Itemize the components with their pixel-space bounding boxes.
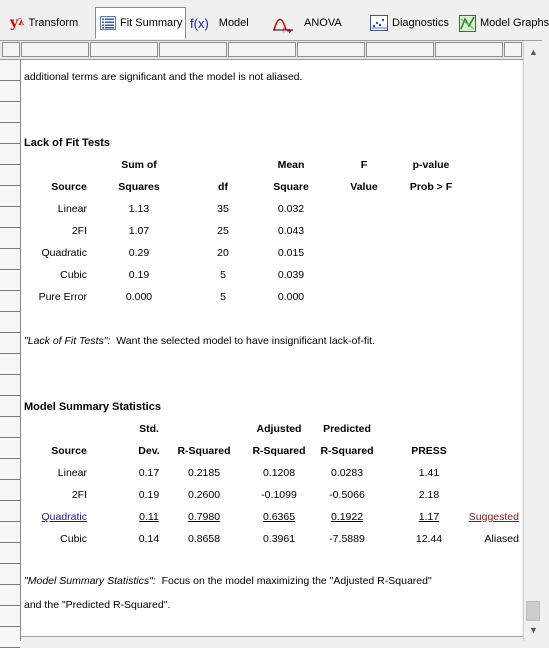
- lof-value-cell: 0.29: [128, 247, 150, 259]
- ms-value-cell: 2.18: [418, 489, 440, 501]
- ms-value-cell: -7.5889: [329, 533, 365, 545]
- lof-value-cell: 5: [220, 291, 226, 303]
- ms-header: R-Squared: [177, 445, 231, 457]
- lack-of-fit-note: "Lack of Fit Tests": Want the selected model to have insignificant lack-of-fit.: [24, 335, 376, 347]
- row-header[interactable]: [0, 165, 20, 186]
- column-header-strip: [0, 41, 542, 60]
- ms-value-cell: 0.3961: [262, 533, 296, 545]
- ms-value-cell: -0.5066: [329, 489, 365, 501]
- column-header[interactable]: [159, 42, 227, 57]
- tab-label: Diagnostics: [392, 17, 449, 29]
- tab-model-graphs[interactable]: [455, 9, 549, 37]
- lof-value-cell: 35: [217, 203, 229, 215]
- ms-value-cell: 0.1922: [330, 511, 364, 523]
- tab-diagnostics[interactable]: [366, 9, 453, 37]
- ms-value-cell: 0.6365: [262, 511, 296, 523]
- lof-header: Squares: [118, 181, 160, 193]
- column-header[interactable]: [297, 42, 365, 57]
- fit-summary-report: [21, 60, 522, 636]
- ms-header: Source: [51, 445, 87, 457]
- row-header[interactable]: [0, 543, 20, 564]
- scroll-down-icon[interactable]: ▼: [529, 624, 538, 635]
- row-header[interactable]: [0, 312, 20, 333]
- column-header[interactable]: [90, 42, 158, 57]
- row-header[interactable]: [0, 81, 20, 102]
- ms-source-cell: Cubic: [60, 533, 87, 545]
- anova-icon: [272, 13, 294, 33]
- ms-header: Predicted: [323, 423, 371, 435]
- ms-value-cell: 0.8658: [187, 533, 221, 545]
- lof-value-cell: 0.015: [277, 247, 305, 259]
- model-graph-icon: [459, 15, 476, 32]
- tab-label: Transform: [28, 17, 79, 29]
- lof-value-cell: 25: [217, 225, 229, 237]
- y-lambda-icon: y λ: [10, 15, 25, 31]
- lof-header: df: [218, 181, 228, 193]
- svg-text:F: F: [283, 28, 287, 35]
- row-header[interactable]: [0, 606, 20, 627]
- row-header[interactable]: [0, 459, 20, 480]
- row-header[interactable]: [0, 396, 20, 417]
- ms-value-cell: 1.17: [418, 511, 440, 523]
- row-header[interactable]: [0, 102, 20, 123]
- lack-of-fit-title: Lack of Fit Tests: [24, 137, 110, 149]
- row-gutter: [0, 60, 21, 641]
- row-header[interactable]: [0, 60, 20, 81]
- row-header[interactable]: [0, 186, 20, 207]
- row-header[interactable]: [0, 585, 20, 606]
- tab-anova[interactable]: [268, 9, 346, 37]
- row-header[interactable]: [0, 123, 20, 144]
- ms-status-cell: Suggested: [468, 511, 519, 523]
- lof-source-cell: Linear: [57, 203, 87, 215]
- lof-header: Mean: [277, 159, 305, 171]
- lof-value-cell: 0.000: [277, 291, 305, 303]
- ms-value-cell: 0.1208: [262, 467, 296, 479]
- ms-header: Dev.: [138, 445, 160, 457]
- tab-model[interactable]: [186, 9, 253, 37]
- ms-value-cell: 0.11: [139, 511, 159, 523]
- lof-source-cell: 2FI: [71, 225, 87, 237]
- fx-icon: f(x): [190, 15, 209, 31]
- lof-header: Prob > F: [409, 181, 453, 193]
- list-icon: [100, 16, 116, 30]
- row-header[interactable]: [0, 522, 20, 543]
- intro-text: additional terms are significant and the model is not aliased.: [24, 71, 303, 83]
- row-header[interactable]: [0, 501, 20, 522]
- column-header[interactable]: [366, 42, 434, 57]
- ms-header: Adjusted: [256, 423, 302, 435]
- scrollbar-thumb[interactable]: [526, 601, 540, 621]
- ms-value-cell: 12.44: [415, 533, 443, 545]
- tab-bar: [0, 0, 549, 41]
- ms-status-cell: Aliased: [484, 533, 519, 545]
- row-header[interactable]: [0, 564, 20, 585]
- ms-value-cell: 0.19: [138, 489, 160, 501]
- lof-value-cell: 0.19: [128, 269, 150, 281]
- ms-value-cell: 0.17: [138, 467, 160, 479]
- ms-value-cell: 0.2185: [187, 467, 221, 479]
- lof-value-cell: 1.13: [128, 203, 150, 215]
- lof-value-cell: 5: [220, 269, 226, 281]
- model-summary-note-2: and the "Predicted R-Squared".: [24, 599, 171, 611]
- column-header-corner[interactable]: [2, 42, 20, 57]
- ms-header: PRESS: [411, 445, 447, 457]
- lof-value-cell: 1.07: [128, 225, 150, 237]
- tab-label: ANOVA: [304, 17, 342, 29]
- ms-source-cell: 2FI: [71, 489, 87, 501]
- row-header[interactable]: [0, 354, 20, 375]
- ms-value-cell: 0.14: [138, 533, 160, 545]
- column-header[interactable]: [435, 42, 503, 57]
- scatter-plot-icon: [370, 15, 388, 31]
- tab-label: Model Graphs: [480, 17, 549, 29]
- row-header[interactable]: [0, 270, 20, 291]
- column-header[interactable]: [228, 42, 296, 57]
- lof-value-cell: 20: [217, 247, 229, 259]
- ms-value-cell: 0.2600: [187, 489, 221, 501]
- bottom-border: [21, 636, 523, 642]
- row-header[interactable]: [0, 333, 20, 354]
- tab-fit-summary[interactable]: [95, 7, 186, 39]
- lof-source-cell: Quadratic: [41, 247, 87, 259]
- row-header[interactable]: [0, 249, 20, 270]
- row-header[interactable]: [0, 438, 20, 459]
- lof-source-cell: Cubic: [60, 269, 87, 281]
- column-header[interactable]: [21, 42, 89, 57]
- tab-label: Model: [218, 17, 249, 29]
- row-header[interactable]: [0, 207, 20, 228]
- row-header[interactable]: [0, 144, 20, 165]
- ms-value-cell: -0.1099: [261, 489, 297, 501]
- vertical-scrollbar[interactable]: [523, 41, 543, 641]
- model-summary-note: "Model Summary Statistics": Focus on the model maximizing the "Adjusted R-Squared": [24, 575, 432, 587]
- ms-value-cell: 0.0283: [330, 467, 364, 479]
- lof-value-cell: 0.043: [277, 225, 305, 237]
- ms-value-cell: 0.7980: [187, 511, 221, 523]
- lof-header: Source: [51, 181, 87, 193]
- ms-value-cell: 1.41: [418, 467, 440, 479]
- scroll-up-icon[interactable]: ▲: [529, 46, 538, 57]
- lof-header: Sum of: [121, 159, 157, 171]
- lof-value-cell: 0.032: [277, 203, 305, 215]
- ms-source-cell[interactable]: Quadratic: [41, 511, 87, 523]
- tab-label: Fit Summary: [120, 17, 183, 29]
- model-summary-title: Model Summary Statistics: [24, 401, 161, 413]
- row-header[interactable]: [0, 480, 20, 501]
- row-header[interactable]: [0, 627, 20, 648]
- column-header[interactable]: [504, 42, 522, 57]
- row-header[interactable]: [0, 228, 20, 249]
- tab-transform[interactable]: [6, 9, 82, 37]
- lof-header: p-value: [412, 159, 450, 171]
- row-header[interactable]: [0, 417, 20, 438]
- lof-source-cell: Pure Error: [38, 291, 87, 303]
- row-header[interactable]: [0, 375, 20, 396]
- ms-header: R-Squared: [252, 445, 306, 457]
- lof-value-cell: 0.039: [277, 269, 305, 281]
- lof-header: Square: [273, 181, 309, 193]
- ms-header: Std.: [139, 423, 159, 435]
- lof-header: Value: [350, 181, 378, 193]
- row-header[interactable]: [0, 291, 20, 312]
- lof-header: F: [360, 159, 368, 171]
- lof-value-cell: 0.000: [125, 291, 153, 303]
- ms-source-cell: Linear: [57, 467, 87, 479]
- ms-header: R-Squared: [320, 445, 374, 457]
